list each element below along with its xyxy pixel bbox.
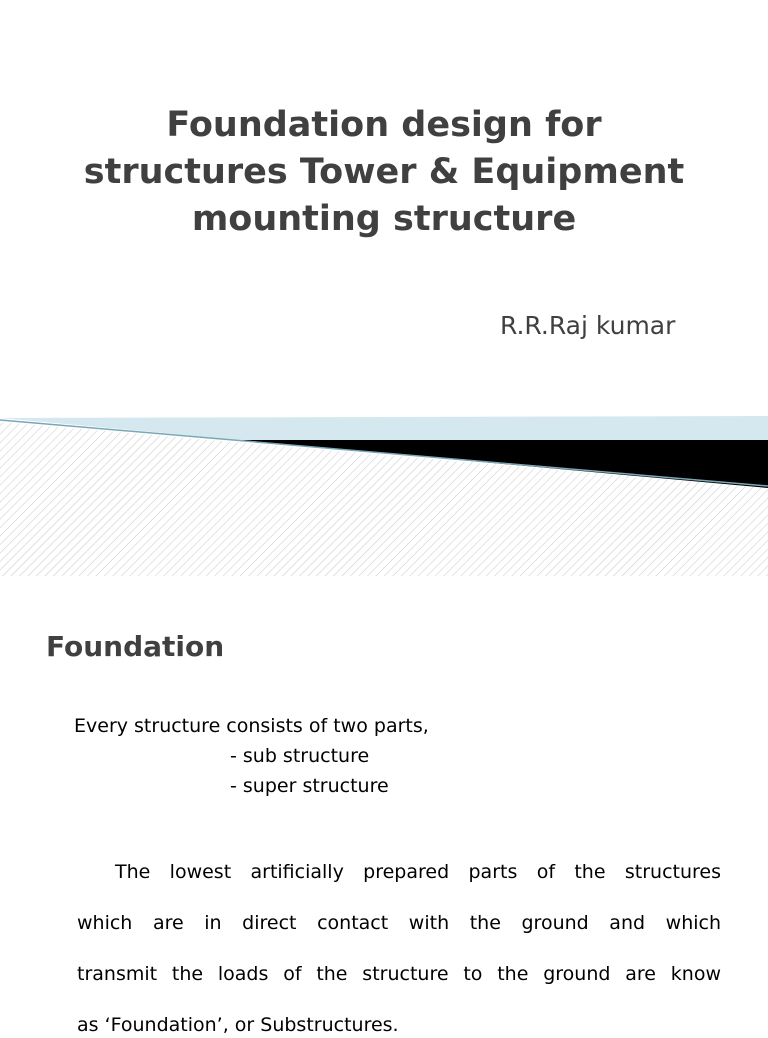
paragraph-line: which are in direct contact with the ground and which [77, 912, 721, 934]
slide-title-line: structures Tower & Equipment [83, 152, 685, 192]
list-item: - super structure [230, 775, 389, 797]
content-slide [0, 576, 768, 1036]
slide-title [30, 102, 738, 243]
decorative-wave-band [0, 400, 768, 576]
slide-title-line: Foundation design for [166, 105, 602, 145]
paragraph-line: transmit the loads of the structure to the ground are know [77, 963, 721, 985]
author-name: R.R.Raj kumar [500, 311, 676, 340]
paragraph-line: as ‘Foundation’, or Substructures. [77, 1014, 399, 1036]
paragraph-line: The lowest artificially prepared parts of the structures [115, 861, 721, 883]
slide-heading: Foundation [46, 630, 225, 663]
list-item: - sub structure [230, 745, 370, 767]
intro-text: Every structure consists of two parts, [74, 715, 429, 737]
slide-title-line: mounting structure [191, 199, 577, 239]
